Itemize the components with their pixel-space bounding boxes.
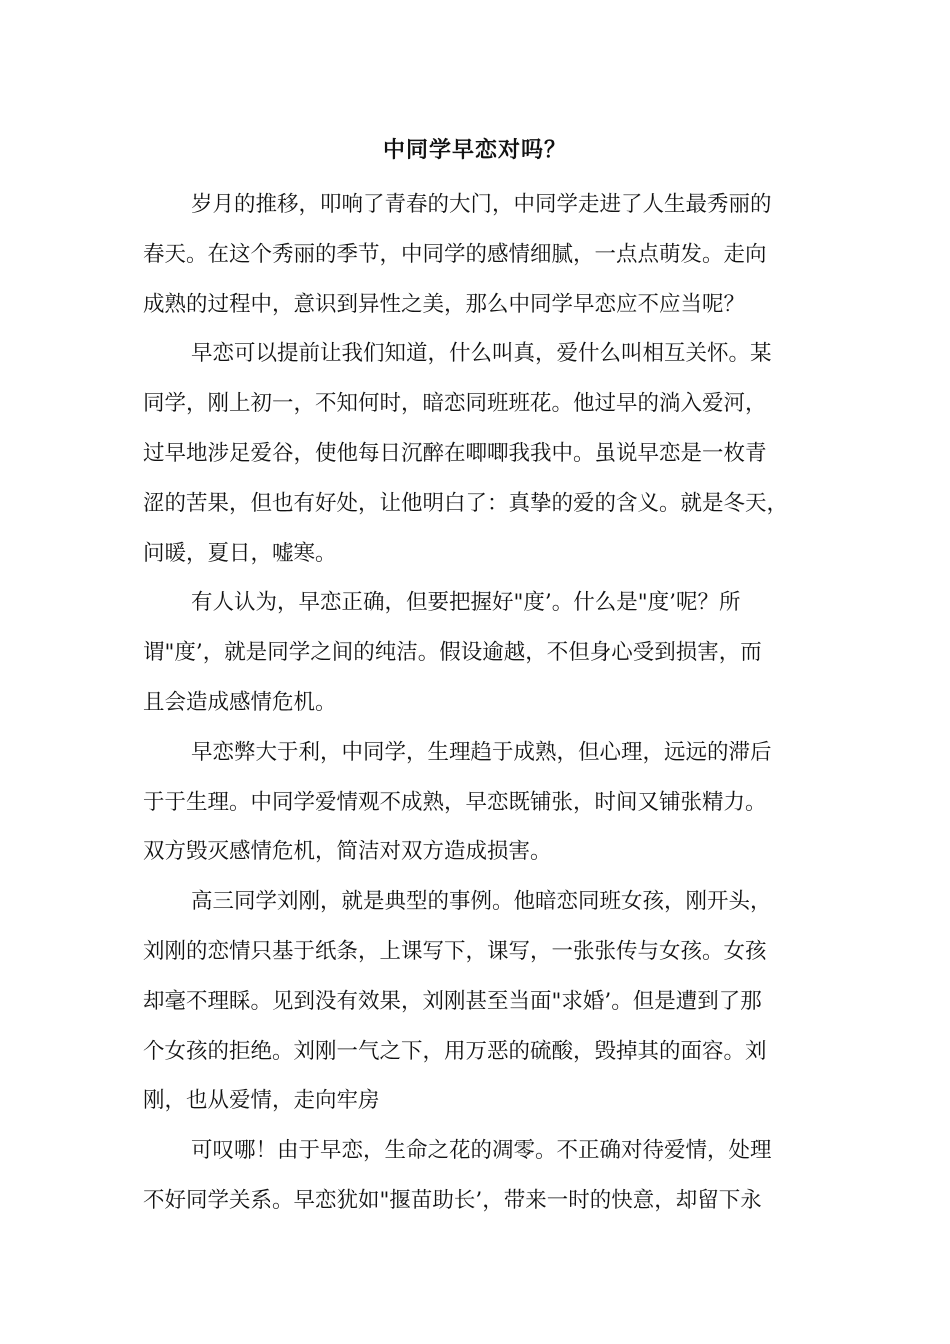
text-line: 却毫不理睬。见到没有效果，刘刚甚至当面"求婚’。但是遭到了那	[143, 988, 762, 1014]
text-line: 且会造成感情危机。	[143, 689, 337, 715]
paragraph-3	[143, 578, 823, 727]
text-line: 不好同学关系。早恋犹如"揠苗助长’，带来一时的快意，却留下永	[143, 1187, 762, 1213]
text-line: 同学，刚上初一，不知何时，暗恋同班班花。他过早的淌入爱河，	[143, 391, 767, 417]
text-line: 早恋弊大于利，中同学，生理趋于成熟，但心理，远远的滞后	[191, 739, 772, 765]
text-line: 成熟的过程中，意识到异性之美，那么中同学早恋应不应当呢？	[143, 291, 746, 317]
text-line: 双方毁灭感情危机，简洁对双方造成损害。	[143, 839, 552, 865]
paragraph-6	[143, 1126, 823, 1226]
text-line: 春天。在这个秀丽的季节，中同学的感情细腻，一点点萌发。走向	[143, 241, 767, 267]
paragraph-2	[143, 329, 823, 578]
text-line: 谓"度’，就是同学之间的纯洁。假设逾越，不但身心受到损害，而	[143, 640, 762, 666]
paragraph-4	[143, 728, 823, 877]
text-line: 于于生理。中同学爱情观不成熟，早恋既铺张，时间又铺张精力。	[143, 789, 767, 815]
text-line: 刚，也从爱情，走向牢房	[143, 1088, 380, 1114]
paragraph-1	[143, 180, 823, 329]
text-line: 个女孩的拒绝。刘刚一气之下，用万恶的硫酸，毁掉其的面容。刘	[143, 1038, 767, 1064]
text-line: 高三同学刘刚，就是典型的事例。他暗恋同班女孩，刚开头，	[191, 889, 772, 915]
text-line: 可叹哪！由于早恋，生命之花的凋零。不正确对待爱情，处理	[191, 1138, 772, 1164]
text-line: 早恋可以提前让我们知道，什么叫真，爱什么叫相互关怀。某	[191, 341, 772, 367]
document-title: 中同学早恋对吗？	[382, 137, 567, 163]
text-line: 过早地涉足爱谷，使他每日沉醉在唧唧我我中。虽说早恋是一枚青	[143, 440, 767, 466]
paragraph-5	[143, 877, 823, 1126]
text-line: 涩的苦果，但也有好处，让他明白了：真挚的爱的含义。就是冬天，	[143, 490, 789, 516]
text-line: 刘刚的恋情只基于纸条，上课写下，课写，一张张传与女孩。女孩	[143, 938, 767, 964]
document-body	[143, 180, 823, 1226]
text-line: 岁月的推移，叩响了青春的大门，中同学走进了人生最秀丽的	[191, 192, 772, 217]
text-line: 有人认为，早恋正确，但要把握好"度’。什么是"度’呢？所	[191, 590, 741, 616]
text-line: 问暖，夏日，嘘寒。	[143, 540, 337, 566]
